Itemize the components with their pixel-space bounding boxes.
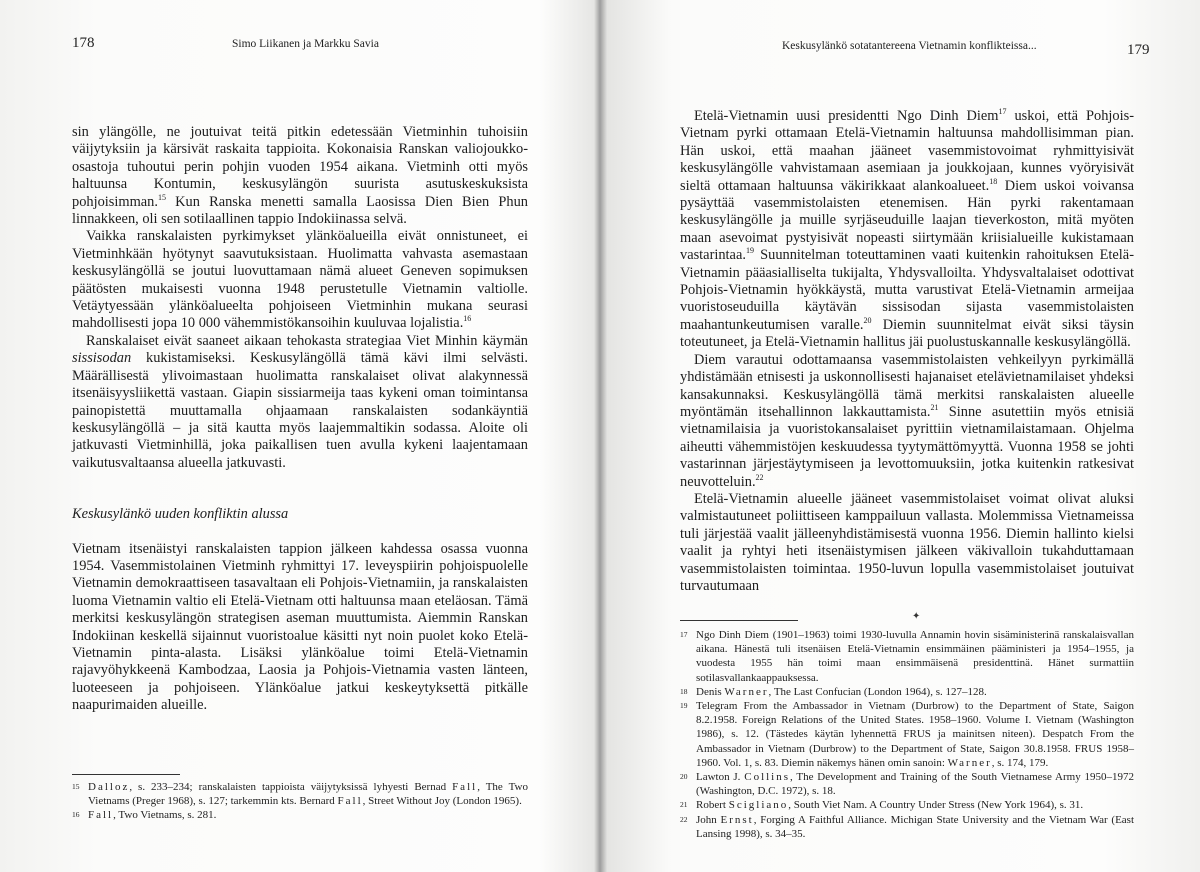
- text-run: uskoi, että Pohjois-Vietnam pyrki ottamaan Etelä-Vietnamin haltuunsa mahdollisimman pian. Hän uskoi, että maahan jääneet vasemmistovoimat ryhmittyisivät keskusylängölle vahvistamaan asemiaan ja joukkojaan, kunnes vyöryisivät sieltä ottamaan haltuunsa väkirikkaat alankoalueet.: [680, 108, 1134, 194]
- paragraph: [72, 124, 528, 228]
- spaced-name: Warner: [724, 685, 769, 698]
- footnote-number: 20: [680, 772, 688, 782]
- text-run: Robert: [696, 799, 729, 812]
- footnote-text: [696, 699, 1134, 770]
- footnote-ref: 16: [463, 314, 472, 324]
- footnote-number: 22: [680, 814, 688, 824]
- footnotes: [72, 780, 528, 823]
- text-run: , The Development and Training of the South Vietnamese Army 1950–1972 (Washington, D.C. 1972), s. 18.: [696, 771, 1134, 798]
- print-mark: ✦: [912, 611, 921, 622]
- footnote: [680, 699, 1134, 770]
- footnote-text: [88, 780, 528, 808]
- text-run: , The Two Vietnams (Preger 1968), s. 127; tarkemmin kts. Bernard: [88, 781, 528, 808]
- text-run: , s. 174, 179.: [991, 756, 1049, 769]
- footnote-text: [696, 685, 1134, 699]
- footnote: [680, 798, 1134, 812]
- footnote-text: [696, 798, 1134, 812]
- text-run: Diem varautui odottamaansa vasemmistolaisten vehkeilyyn pyrkimällä yhdistämään etnisesti ja uskonnollisesti hajanaiset etelävietnamilaiset yhdeksi kansakunnaksi. Keskusylängöllä tämä merkitsi ranskalaisten alueelle myöntämän itsehallinnon lakkauttamista.: [680, 351, 1134, 420]
- footnote: [72, 780, 528, 808]
- footnote-number: 15: [72, 782, 80, 791]
- text-run: Etelä-Vietnamin alueelle jääneet vasemmistolaiset voimat olivat aluksi valmistautuneet poliittiseen kamppailuun vallasta. Molemmissa Vietnameissa tuli järjestää vaalit jälleenyhdistämisestä vuonna 1956. Diemin hallinto kielsi vaalit ja ryhtyi heti itsenäistymisen jälkeen väkivalloin tukahduttamaan vasemmistolaisten toimintaa. 1950-luvun lopulla vasemmistolaiset joutuivat turvautumaan: [680, 490, 1134, 594]
- footnote: [680, 813, 1134, 841]
- text-run: Diemin suunnitelmat eivät siksi täysin toteutuneet, ja Etelä-Vietnamin hallitus jäi puolustuskannalle keskusylängöllä.: [680, 316, 1134, 351]
- footnote-text: [696, 813, 1134, 841]
- text-run: Etelä-Vietnamin uusi presidentti Ngo Dinh Diem: [694, 108, 999, 124]
- paragraph-group: [72, 124, 528, 472]
- text-run: , s. 233–234; ranskalaisten tappioista väijytyksissä lyhyesti Bernad: [129, 781, 453, 793]
- footnote: [680, 770, 1134, 798]
- spaced-name: Ernst: [720, 813, 754, 826]
- body-text: [680, 108, 1134, 595]
- spaced-name: Fall: [452, 781, 478, 793]
- footnote-number: 21: [680, 800, 688, 810]
- paragraph: [680, 108, 1134, 352]
- section-heading: Keskusylänkö uuden konfliktin alussa: [72, 506, 289, 523]
- footnote-text: [696, 628, 1134, 685]
- footnotes: [680, 628, 1134, 841]
- text-run: John: [696, 813, 721, 826]
- footnote-number: 16: [72, 810, 80, 820]
- text-run: Vietnam itsenäistyi ranskalaisten tappion jälkeen kahdessa osassa vuonna 1954. Vasemmistolainen Vietminh ryhmittyi 17. leveyspiirin pohjoispuolelle Vietnamin demokraattiseen tasavaltaan eli Pohjois-Vietnamiin, ja ranskalaisten luoma Vietnamin valtio eli Etelä-Vietnam otti haltuunsa maan eteläosan. Tämä merkitsi keskusylängön strategisen aseman muuttumista. Aiemmin Ranskan Indokiinan keskellä sijainnut vuoristoalue käsitti nyt noin puolet koko Etelä-Vietnamin pinta-alasta. Lisäksi ylänköalue toimi Etelä-Vietnamin rajavyöhykkeenä Kambodzaa, Laosia ja Pohjois-Vietnamia vasten länteen, luoteeseen ja pohjoiseen. Ylänköalue jatkui keskeytyksettä pitkälle naapurimaiden alueille.: [72, 540, 528, 714]
- spaced-name: Dalloz: [88, 781, 130, 793]
- footnote-ref: 20: [863, 316, 872, 326]
- footnote: [680, 685, 1134, 699]
- paragraph: [72, 333, 528, 472]
- paragraph: [680, 491, 1134, 595]
- paragraph: [680, 352, 1134, 491]
- spaced-name: Fall: [337, 795, 363, 808]
- text-run: Telegram From the Ambassador in Vietnam (Durbrow) to the Department of State, Saigon 8.2.1958. Foreign Relations of the United States. 1958–1960. Volume I. Vietnam (Washington 1986), s. 12. (Tästedes käytän lyhennettä FRUS ja mainitsen niteen). Despatch From the Ambassador in Vietnam (Durbrow) to the Department of State, Saigon 30.8.1958. FRUS 1958–1960. Vol. 1, s. 83. Diemin näkemys hänen omin sanoin:: [696, 700, 1134, 769]
- footnote-number: 18: [680, 686, 688, 696]
- paragraph-group: [680, 108, 1134, 595]
- footnote-rule: [680, 620, 798, 621]
- footnote: [72, 808, 528, 822]
- footnote-text: [88, 808, 528, 822]
- footnote-ref: 19: [745, 246, 754, 256]
- footnote-ref: 21: [930, 403, 939, 413]
- text-run: Sinne asutettiin myös etnisiä vietnamilaisia ja vuoristokansalaiset pyrittiin vietnamilaistamaan. Ohjelma aiheutti vähemmistöjen keskuudessa tyytymättömyyttä. Vuonna 1958 se johti vastarinnan järjestäytymiseen ja levottomuuksiin, jotka kuitenkin ratkesivat neuvotteluin.: [680, 403, 1134, 490]
- running-head: Simo Liikanen ja Markku Savia: [232, 38, 379, 50]
- text-run: sin ylängölle, ne joutuivat teitä pitkin edetessään Vietminhin tuhoisiin väijytyksiin ja kärsivät raskaita tappioita. Kokonaisia Ranskan valiojoukko-osastoja tuhoutui perin pohjin vuoden 1954 aikana. Vietminh otti myös haltuunsa Kontumin, keskusylängön suurista asutuskeskuksista pohjoisimman.: [72, 124, 528, 210]
- spaced-name: Scigliano: [728, 799, 789, 812]
- footnote-ref: 18: [989, 176, 998, 186]
- text-run: Lawton J.: [696, 771, 745, 784]
- paragraph-group: [72, 541, 528, 715]
- text-run: , Two Vietnams, s. 281.: [113, 809, 217, 822]
- footnote: [680, 628, 1134, 685]
- body-text: [72, 124, 528, 715]
- spaced-name: Warner: [947, 756, 992, 769]
- text-run: Ranskalaiset eivät saaneet aikaan tehokasta strategiaa Viet Minhin käymän: [86, 332, 528, 349]
- footnote-number: 19: [680, 701, 688, 711]
- text-run: , Street Without Joy (London 1965).: [362, 795, 522, 808]
- footnote-ref: 17: [998, 107, 1007, 117]
- spaced-name: Fall: [88, 809, 114, 822]
- text-run: Vaikka ranskalaisten pyrkimykset ylänköalueilla eivät onnistuneet, ei Vietminhkään hyötynyt saavutuksistaan. Huolimatta vahvasta asemastaan keskusylängöllä se joutui luovuttamaan nämä alueet Geneven sopimuksen päätösten mukaisesti vuonna 1948 perustetulle Vietnamin valtiolle. Vetäytyessään ylänköalueelta pohjoiseen Vietminhin mukana seurasi mahdollisesti jopa 10 000 vähemmistökansoihin kuuluvaa lojalistia.: [72, 228, 528, 332]
- page-number: 178: [72, 35, 95, 51]
- spaced-name: Collins: [744, 771, 791, 784]
- text-run: Denis: [696, 685, 725, 698]
- running-head: Keskusylänkö sotatantereena Vietnamin konflikteissa...: [782, 40, 1037, 52]
- text-run: kukistamiseksi. Keskusylängöllä tämä kävi ilmi selvästi. Määrällisestä ylivoimastaan huolimatta ranskalaiset olivat alakynnessä itsenäisyysliikettä vastaan. Giapin sissiarmeija taas kykeni oman toimintansa painopistettä muuttamalla ohjaamaan ranskalaisten sodankäyntiä keskusylängöllä – ja sitä kautta myös laajemmaltikin sodassa. Aloite oli jatkuvasti Vietminhillä, joka paikallisen tuen avulla kykeni laajentamaan vaikutusvaltaansa alueella jatkuvasti.: [72, 350, 528, 471]
- paragraph: [72, 228, 528, 332]
- page-number: 179: [1127, 42, 1150, 58]
- text-run: Suunnitelman toteuttaminen vaati kuitenkin rahoituksen Etelä-Vietnamin pääasialliselta tukijalta, Yhdysvalloilta. Yhdysvaltalaiset odottivat Pohjois-Vietnamin hyökkäystä, mutta varustivat Etelä-Vietnamin armeijaa vuoristoseuduilla käytävän sissisodan sijasta vasemmistolaisten maahantunkeutumisen varalle.: [680, 247, 1134, 333]
- footnote-number: 17: [680, 630, 688, 639]
- text-run: Ngo Dinh Diem (1901–1963) toimi 1930-luvulla Annamin hovin sisäministerinä ranskalaisvallan aikana. Hänestä tuli itsenäisen Etelä-Vietnamin ensimmäinen pääministeri ja 1954–1955, ja vuodesta 1955 hän toimi maan ensimmäisenä presidenttinä. Hänet surmattiin sotilasvallankaappauksessa.: [696, 629, 1134, 684]
- text-run: , South Viet Nam. A Country Under Stress (New York 1964), s. 31.: [788, 799, 1084, 812]
- footnote-rule: [72, 774, 180, 775]
- emphasis-text: sissisodan: [72, 350, 132, 367]
- text-run: , Forging A Faithful Alliance. Michigan State University and the Vietnam War (East Lansing 1998), s. 34–35.: [696, 813, 1135, 840]
- footnote-text: [696, 770, 1134, 798]
- text-run: Kun Ranska menetti samalla Laosissa Dien Bien Phun linnakkeen, oli sen sotilaallinen tappio Indokiinassa selvä.: [72, 193, 528, 228]
- paragraph: [72, 541, 528, 715]
- right-page: [600, 0, 1200, 872]
- text-run: Diem uskoi voivansa pysäyttää vasemmistolaisten etenemisen. Hän pyrki rakentamaan keskusylängölle ja muille syrjäseuduille laajan tieverkoston, mitä myöten maan asevoimat pystyisivät nopeasti siirtymään kriisialueille kukistamaan vastarintaa.: [680, 177, 1134, 264]
- footnote-ref: 15: [157, 192, 166, 202]
- footnote-ref: 22: [755, 472, 764, 482]
- text-run: , The Last Confucian (London 1964), s. 127–128.: [768, 685, 987, 698]
